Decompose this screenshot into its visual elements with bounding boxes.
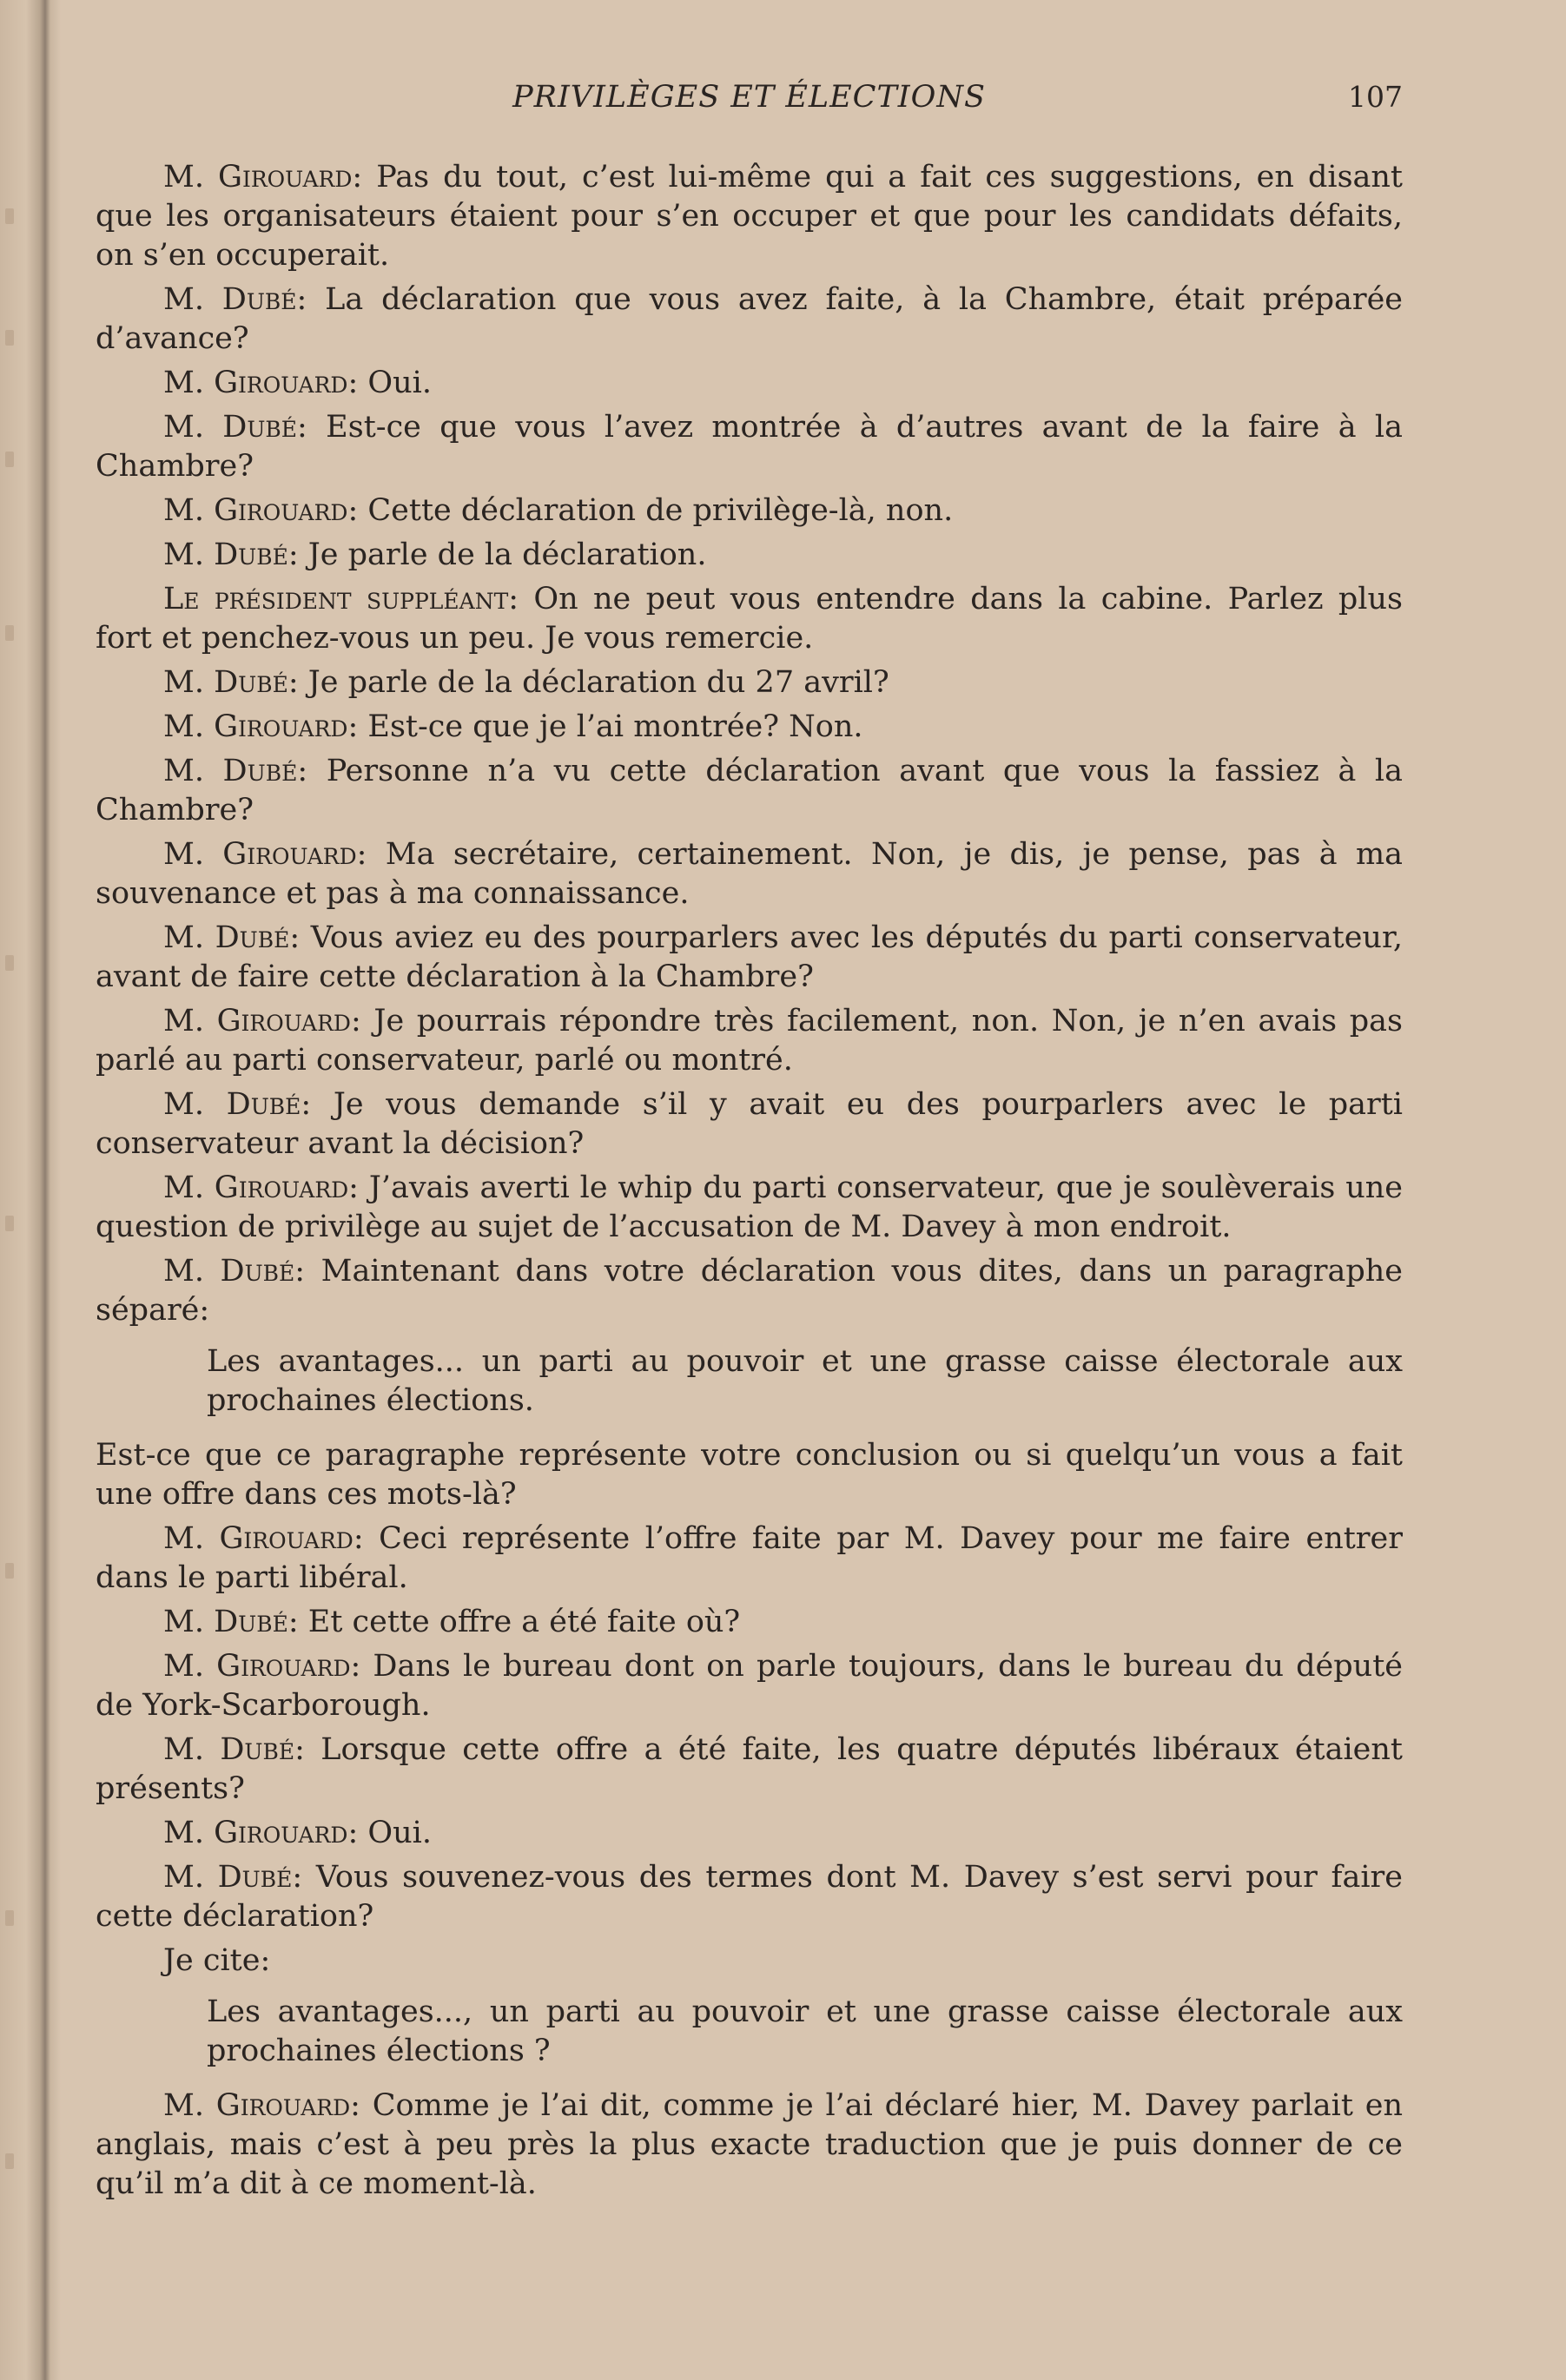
- speech-text: Je vous demande s’il y avait eu des pourparlers avec le parti conservateur avant la décision?: [96, 1087, 1403, 1161]
- speech-paragraph: [96, 1169, 1403, 1247]
- speech-text: Cette déclaration de privilège-là, non.: [358, 493, 954, 528]
- speaker-name: M. Girouard:: [163, 160, 363, 194]
- speaker-name: M. Dubé:: [163, 665, 299, 700]
- speech-paragraph: [96, 1252, 1403, 1330]
- speech-text: Dans le bureau dont on parle toujours, dans le bureau du député de York-Scarborough.: [96, 1649, 1403, 1723]
- speech-text: Ma secrétaire, certainement. Non, je dis, je pense, pas à ma souvenance et pas à ma connaissance.: [96, 837, 1403, 911]
- speech-text: Je parle de la déclaration du 27 avril?: [298, 665, 889, 700]
- speaker-name: M. Girouard:: [163, 1170, 359, 1205]
- speaker-name: M. Dubé:: [163, 754, 308, 788]
- speech-paragraph: [96, 491, 1403, 531]
- speech-text: La déclaration que vous avez faite, à la Chambre, était préparée d’avance?: [96, 282, 1403, 356]
- binding-mark: [5, 955, 14, 971]
- speaker-name: M. Girouard:: [163, 1521, 364, 1556]
- binding-mark: [5, 1910, 14, 1926]
- binding-mark: [5, 2153, 14, 2169]
- transcript-body: [96, 158, 1403, 2209]
- speech-paragraph: [96, 1731, 1403, 1809]
- speaker-name: M. Dubé:: [163, 537, 299, 572]
- binding-mark: [5, 625, 14, 641]
- speech-paragraph: [96, 1603, 1403, 1642]
- speaker-name: M. Girouard:: [163, 709, 359, 744]
- speech-paragraph: [96, 1002, 1403, 1080]
- page-number: 107: [1348, 80, 1403, 114]
- speech-paragraph: [96, 1858, 1403, 1936]
- speech-text: On ne peut vous entendre dans la cabine. Parlez plus fort et penchez-vous un peu. Je vous remercie.: [96, 582, 1403, 656]
- continuation-paragraph: Est-ce que ce paragraphe représente votre conclusion ou si quelqu’un vous a fait une offre dans ces mots-là?: [96, 1438, 1403, 1512]
- speaker-name: M. Girouard:: [163, 1649, 361, 1684]
- speech-paragraph: [96, 1085, 1403, 1164]
- speaker-name: M. Dubé:: [163, 1732, 305, 1767]
- speech-text: Vous aviez eu des pourparlers avec les députés du parti conservateur, avant de faire cette déclaration à la Chambre?: [96, 920, 1403, 994]
- block-quote: Les avantages... un parti au pouvoir et une grasse caisse électorale aux prochaines élections.: [207, 1344, 1403, 1418]
- speaker-name: M. Dubé:: [163, 282, 307, 317]
- speech-paragraph: [96, 708, 1403, 747]
- block-quote: Les avantages..., un parti au pouvoir et une grasse caisse électorale aux prochaines élections ?: [207, 1994, 1403, 2068]
- speaker-name: M. Girouard:: [163, 837, 367, 872]
- speaker-name: M. Girouard:: [163, 1004, 361, 1038]
- binding-mark: [5, 452, 14, 467]
- speech-paragraph: [96, 1647, 1403, 1725]
- speech-paragraph: [96, 2087, 1403, 2204]
- speech-paragraph: [96, 835, 1403, 913]
- speech-paragraph: [96, 408, 1403, 486]
- speaker-name: M. Girouard:: [163, 2088, 360, 2123]
- speech-text: Oui.: [358, 1816, 432, 1850]
- speech-paragraph: [96, 536, 1403, 575]
- speaker-name: M. Girouard:: [163, 366, 359, 400]
- speech-paragraph: [96, 1814, 1403, 1853]
- speech-paragraph: [96, 280, 1403, 359]
- page-binding-edge: [0, 0, 61, 2380]
- speech-text: Lorsque cette offre a été faite, les quatre députés libéraux étaient présents?: [96, 1732, 1403, 1806]
- binding-mark: [5, 1216, 14, 1231]
- speech-text: Je parle de la déclaration.: [298, 537, 707, 572]
- speech-text: Personne n’a vu cette déclaration avant que vous la fassiez à la Chambre?: [96, 754, 1403, 827]
- speech-paragraph: [96, 1520, 1403, 1598]
- speaker-name: M. Dubé:: [163, 410, 307, 445]
- page-header: [96, 80, 1403, 123]
- speech-paragraph: [96, 919, 1403, 997]
- binding-mark: [5, 330, 14, 346]
- speech-text: Est-ce que je l’ai montrée? Non.: [358, 709, 863, 744]
- binding-mark: [5, 208, 14, 224]
- speaker-name: M. Girouard:: [163, 493, 359, 528]
- speech-text: Je pourrais répondre très facilement, non. Non, je n’en avais pas parlé au parti conservateur, parlé ou montré.: [96, 1004, 1403, 1078]
- speech-text: Et cette offre a été faite où?: [298, 1605, 741, 1639]
- running-title: PRIVILÈGES ET ÉLECTIONS: [512, 80, 986, 115]
- binding-mark: [5, 1563, 14, 1579]
- speech-text: J’avais averti le whip du parti conservateur, que je soulèverais une question de privilège au sujet de l’accusation de M. Davey à mon endroit.: [96, 1170, 1403, 1244]
- speaker-name: Le président suppléant:: [163, 582, 519, 616]
- speech-paragraph: [96, 580, 1403, 658]
- speech-text: Vous souvenez-vous des termes dont M. Davey s’est servi pour faire cette déclaration?: [96, 1860, 1403, 1934]
- speaker-name: M. Dubé:: [163, 920, 301, 955]
- speaker-name: M. Dubé:: [163, 1860, 303, 1895]
- speaker-name: M. Dubé:: [163, 1087, 312, 1122]
- speech-paragraph: [96, 158, 1403, 275]
- speech-text: Maintenant dans votre déclaration vous dites, dans un paragraphe séparé:: [96, 1254, 1403, 1328]
- speech-paragraph: [96, 752, 1403, 830]
- speaker-name: M. Dubé:: [163, 1254, 306, 1289]
- speech-paragraph: [96, 663, 1403, 702]
- speaker-name: M. Dubé:: [163, 1605, 299, 1639]
- speech-text: Est-ce que vous l’avez montrée à d’autres avant de la faire à la Chambre?: [96, 410, 1403, 484]
- speech-text: Ceci représente l’offre faite par M. Davey pour me faire entrer dans le parti libéral.: [96, 1521, 1403, 1595]
- speech-text: Oui.: [358, 366, 432, 400]
- plain-paragraph: Je cite:: [163, 1943, 271, 1978]
- speaker-name: M. Girouard:: [163, 1816, 359, 1850]
- speech-text: Pas du tout, c’est lui-même qui a fait ces suggestions, en disant que les organisateurs étaient pour s’en occuper et que pour les candidats défaits, on s’en occuperait.: [96, 160, 1403, 273]
- speech-text: Comme je l’ai dit, comme je l’ai déclaré hier, M. Davey parlait en anglais, mais c’est à peu près la plus exacte traduction que je puis donner de ce qu’il m’a dit à ce moment-là.: [96, 2088, 1403, 2201]
- speech-paragraph: [96, 364, 1403, 403]
